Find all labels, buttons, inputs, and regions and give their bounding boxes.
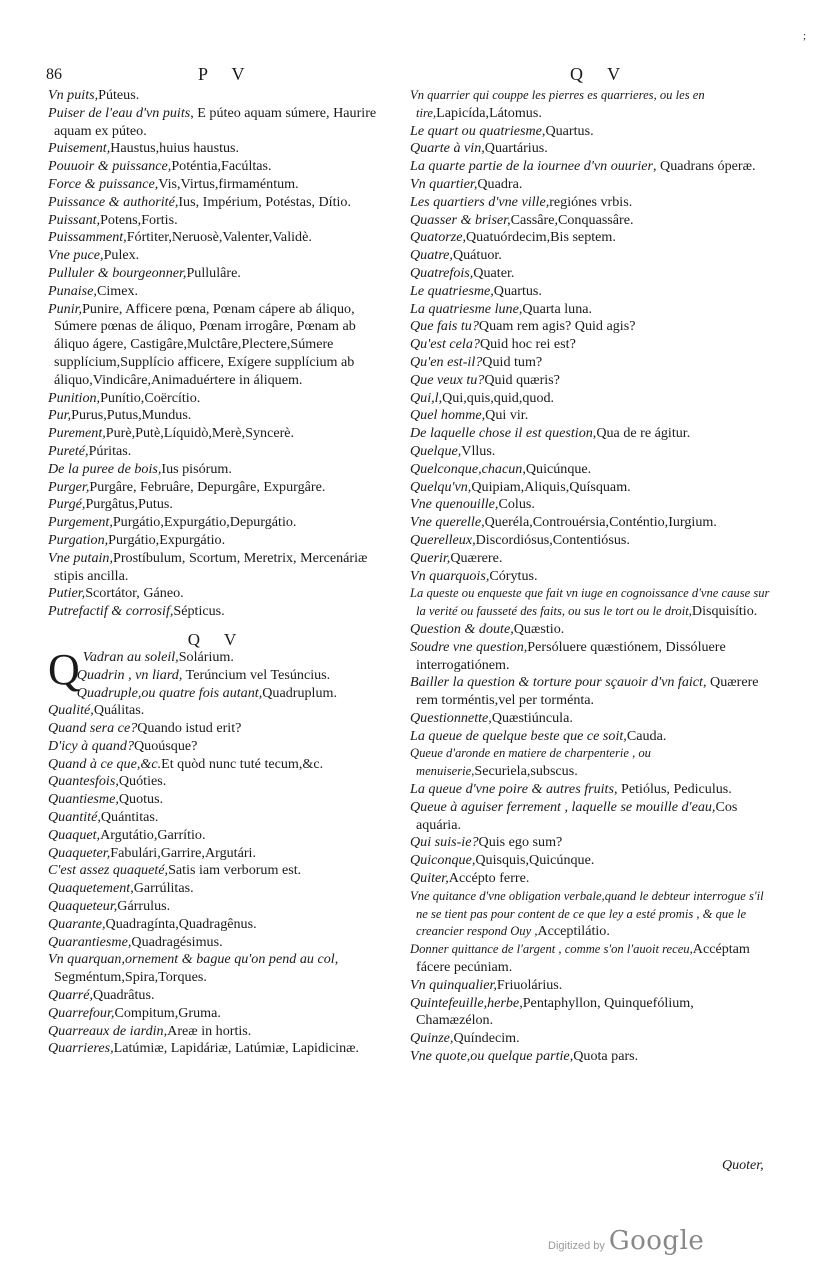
entry-latin: Pullulâre.	[186, 264, 241, 281]
entry-french: Donner quittance de l'argent , comme s'on l'auoit receu,	[410, 942, 693, 957]
entry-latin: Quántitas.	[100, 809, 159, 826]
entry-french: Quaquetement,	[48, 880, 134, 897]
entry-french: Questionnette,	[410, 709, 492, 726]
dictionary-entry	[48, 176, 386, 194]
dictionary-entry	[410, 514, 772, 532]
entry-latin: , Petiólus, Pediculus.	[613, 781, 732, 798]
catchword: Quoter,	[722, 1158, 764, 1173]
entry-french: Vne putain,	[48, 549, 113, 566]
dictionary-entry	[48, 756, 386, 774]
entry-latin: Securiela,subscus.	[474, 763, 578, 780]
left-entries	[48, 87, 386, 621]
entry-french: Quand à ce que,&c.	[48, 755, 162, 772]
digitized-by-text: Digitized by	[548, 1240, 605, 1252]
entry-latin: Quartárius.	[484, 140, 548, 157]
dictionary-entry	[48, 265, 386, 283]
entry-french: Purger,	[48, 478, 90, 495]
page-corner-mark: ;	[803, 30, 807, 42]
entry-latin: Punire, Afficere pœna, Pœnam cápere ab áliquo, Súmere pœnas de áliquo, Pœnam irrogâre, Pœnam ab áliquo ágere, Castigâre,Mulctâre,Plectere,Súmere supplícium,Supplício afficere, Exígere supplícium ab áliquo,Vindicâre,Animaduértere in áliquem.	[54, 300, 356, 388]
entry-latin: Purgâtus,Putus.	[85, 496, 173, 513]
dictionary-entry	[48, 862, 386, 880]
entry-latin: , Quærere rem torméntis,vel per torménta.	[416, 674, 759, 709]
entry-french: D'icy à quand?	[48, 737, 134, 754]
dictionary-entry	[48, 461, 386, 479]
entry-french: Punition,	[48, 389, 101, 406]
entry-latin: Quíndecim.	[453, 1030, 520, 1047]
entry-latin: Et quòd nunc tuté tecum,&c.	[161, 755, 324, 772]
entry-french: Vn quarrier qui couppe les pierres es quarrieres, ou les en tire,	[410, 88, 705, 120]
entry-latin: Ius pisórum.	[161, 460, 232, 477]
dictionary-entry	[410, 247, 772, 265]
entry-latin: Punítio,Coërcítio.	[100, 389, 201, 406]
entry-latin: Purè,Putè,Líquidò,Merè,Syncerè.	[105, 425, 295, 442]
entry-latin: Colus.	[498, 496, 535, 513]
dictionary-entry	[48, 105, 386, 141]
entry-latin: Argutátio,Garrítio.	[100, 826, 206, 843]
entry-latin: Garrúlitas.	[133, 880, 194, 897]
entry-french: Quiter,	[410, 870, 449, 887]
entry-french: De la puree de bois,	[48, 460, 162, 477]
dictionary-entry	[410, 283, 772, 301]
entry-latin: Areæ in hortis.	[167, 1022, 252, 1039]
entry-latin: Compitum,Gruma.	[114, 1004, 221, 1021]
dictionary-entry	[410, 87, 772, 123]
dictionary-entry	[410, 621, 772, 639]
entry-latin: , E púteo aquam súmere, Haurire aquam ex púteo.	[54, 104, 377, 139]
dictionary-entry	[410, 158, 772, 176]
dictionary-entry	[410, 265, 772, 283]
entry-latin: Pulex.	[103, 247, 140, 264]
dictionary-entry	[48, 140, 386, 158]
dictionary-entry	[410, 532, 772, 550]
entry-french: Quarreaux de iardin,	[48, 1022, 168, 1039]
dictionary-entry	[410, 888, 772, 941]
entry-french: C'est assez quaqueté,	[48, 862, 169, 879]
entry-french: De laquelle chose il est question,	[410, 425, 597, 442]
entry-french: Le quart ou quatriesme,	[410, 122, 546, 139]
entry-latin: Quartus.	[493, 282, 542, 299]
dictionary-entry	[48, 1040, 386, 1058]
entry-french: Vn quarquois,	[410, 567, 490, 584]
entry-french: Vn puits,	[48, 87, 99, 103]
entry-latin: Discordiósus,Contentiósus.	[475, 531, 630, 548]
dictionary-entry	[410, 674, 772, 710]
dictionary-entry	[48, 685, 386, 703]
dictionary-entry	[410, 977, 772, 995]
entry-french: Bailler la question & torture pour sçauoir d'vn faict	[410, 674, 703, 691]
entry-french: Puiser de l'eau d'vn puits	[48, 104, 191, 121]
entry-french: Quasser & briser,	[410, 211, 511, 228]
entry-latin: Cimex.	[96, 282, 139, 299]
entry-french: Puissance & authorité,	[48, 193, 179, 210]
entry-latin: Quátuor.	[452, 247, 502, 264]
dictionary-entry	[410, 212, 772, 230]
entry-french: Quatorze,	[410, 229, 466, 246]
entry-latin: Vis,Virtus,firmaméntum.	[158, 175, 299, 192]
entry-latin: Sépticus.	[173, 603, 225, 620]
dictionary-entry	[48, 532, 386, 550]
dictionary-entry	[410, 425, 772, 443]
entry-french: Qualité,	[48, 702, 94, 719]
dictionary-entry	[48, 390, 386, 408]
entry-latin: Quis ego sum?	[478, 834, 563, 851]
entry-french: Pur,	[48, 407, 72, 424]
entry-latin: Fabulári,Garrire,Argutári.	[110, 844, 256, 861]
entry-latin: Quotus.	[118, 791, 164, 808]
entry-french: Quarrieres,	[48, 1040, 114, 1057]
dictionary-entry	[410, 781, 772, 799]
entry-latin: Quærere.	[450, 549, 503, 566]
entry-french: Qu'en est-il?	[410, 353, 483, 370]
dictionary-entry	[410, 194, 772, 212]
dictionary-entry	[48, 667, 386, 685]
entry-french: Putrefactif & corrosif,	[48, 603, 174, 620]
entry-french: Quelque,	[410, 442, 462, 459]
entry-french: Queue d'aronde en matiere de charpenterie , ou menuiserie,	[410, 746, 651, 779]
entry-latin: Quisquis,Quicúnque.	[475, 852, 595, 869]
dictionary-entry	[410, 354, 772, 372]
dictionary-entry	[410, 568, 772, 586]
entry-latin: Quando istud erit?	[137, 720, 242, 737]
dictionary-entry	[48, 194, 386, 212]
entry-french: Punir,	[48, 300, 83, 317]
dictionary-entry	[48, 809, 386, 827]
dictionary-entry	[48, 87, 386, 105]
entry-french: Les quartiers d'vne ville,	[410, 193, 550, 210]
entry-french: Pouuoir & puissance,	[48, 158, 172, 175]
entry-latin: Cassâre,Conquassâre.	[510, 211, 634, 228]
dictionary-entry	[410, 550, 772, 568]
entry-latin: Quadruplum.	[262, 684, 337, 701]
entry-latin: Haustus,huius haustus.	[110, 140, 240, 157]
entry-french: Puisement,	[48, 140, 111, 157]
entry-latin: Gárrulus.	[117, 898, 171, 915]
entry-latin: Quartus.	[545, 122, 594, 139]
dictionary-entry	[48, 443, 386, 461]
dictionary-entry	[410, 995, 772, 1031]
entry-french: Force & puissance,	[48, 175, 159, 192]
entry-latin: Vllus.	[461, 442, 496, 459]
right-column	[410, 87, 772, 1066]
entry-latin: Potens,Fortis.	[100, 211, 178, 228]
entry-latin: Quid tum?	[482, 353, 543, 370]
dictionary-entry	[48, 283, 386, 301]
entry-french: Vadran au soleil,	[82, 648, 179, 665]
entry-french: Quatrefois,	[410, 264, 474, 281]
entry-latin: Púritas.	[88, 442, 132, 459]
dictionary-entry	[48, 845, 386, 863]
entry-latin: Accéptam fácere pecúniam.	[416, 941, 750, 976]
google-watermark	[548, 1226, 704, 1256]
entry-latin: Disquisítio.	[691, 603, 758, 620]
entry-french: Quelconque,chacun,	[410, 460, 526, 477]
entry-latin: , Terúncium vel Tesúncius.	[178, 666, 331, 683]
entry-french: Vne puce,	[48, 247, 104, 264]
entry-latin: Quadra.	[477, 175, 523, 192]
dictionary-entry	[410, 318, 772, 336]
entry-french: Quarante,	[48, 915, 106, 932]
entry-french: Le quatriesme,	[410, 282, 494, 299]
entry-latin: Quipiam,Aliquis,Quísquam.	[471, 478, 631, 495]
entry-latin: Queréla,Controuérsia,Conténtio,Iurgium.	[484, 514, 717, 531]
entry-french: Quaquet,	[48, 826, 101, 843]
entry-french: Quel homme,	[410, 407, 486, 424]
dictionary-entry	[48, 585, 386, 603]
entry-latin: Lapicída,Látomus.	[436, 104, 542, 121]
entry-french: Quintefeuille,herbe,	[410, 994, 523, 1011]
dictionary-entry	[48, 738, 386, 756]
dictionary-entry	[48, 425, 386, 443]
entry-latin: Qui vir.	[485, 407, 529, 424]
entry-french: Vne quitance d'vne obligation verbale,quand le debteur interrogue s'il ne se tient pas pour content de ce que ley a esté promis , & que le creancier respond Ouy ,	[410, 888, 764, 939]
entry-latin: Quater.	[473, 264, 515, 281]
entry-latin: Quadragínta,Quadragênus.	[105, 915, 257, 932]
entry-latin: Quæstiúncula.	[491, 709, 573, 726]
entry-french: Que fais tu?	[410, 318, 479, 335]
dictionary-entry	[48, 514, 386, 532]
dictionary-entry	[48, 916, 386, 934]
dictionary-entry	[410, 710, 772, 728]
entry-french: Querelleux,	[410, 531, 476, 548]
right-entries	[410, 87, 772, 1066]
dictionary-entry	[410, 639, 772, 675]
entry-latin: Satis iam verborum est.	[168, 862, 302, 879]
dictionary-entry	[410, 372, 772, 390]
entry-latin: Persóluere quæstiónem, Dissóluere interrogatiónem.	[416, 638, 726, 673]
dictionary-entry	[410, 852, 772, 870]
entry-latin: Fórtiter,Neruosè,Valenter,Validè.	[126, 229, 312, 246]
dictionary-entry	[48, 1005, 386, 1023]
entry-french: Pureté,	[48, 442, 89, 459]
entry-french: Vn quinqualier,	[410, 976, 497, 993]
dictionary-entry	[410, 390, 772, 408]
entry-latin: Poténtia,Facúltas.	[171, 158, 272, 175]
entry-french: Pulluler & bourgeonner,	[48, 264, 187, 281]
dictionary-entry	[410, 745, 772, 781]
entry-latin: Quid quæris?	[484, 371, 560, 388]
entry-latin: Acceptilátio.	[537, 923, 610, 940]
dictionary-entry	[410, 799, 772, 835]
entry-french: Quantesfois,	[48, 773, 119, 790]
entry-french: Quatre,	[410, 247, 453, 264]
dictionary-entry	[410, 443, 772, 461]
entry-french: Punaise,	[48, 282, 97, 299]
entry-latin: Purgâre, Februâre, Depurgâre, Expurgâre.	[89, 478, 326, 495]
dictionary-entry	[48, 212, 386, 230]
entry-latin: Prostíbulum, Scortum, Meretrix, Mercenáriæ stipis ancilla.	[54, 549, 368, 584]
entry-french: Quadruple,ou quatre fois autant,	[76, 684, 263, 701]
dictionary-entry	[48, 407, 386, 425]
dictionary-entry	[410, 176, 772, 194]
dictionary-entry	[48, 827, 386, 845]
dictionary-entry	[410, 407, 772, 425]
entry-latin: Cauda.	[626, 727, 667, 744]
dictionary-entry	[48, 247, 386, 265]
entry-latin: Quatuórdecim,Bis septem.	[465, 229, 616, 246]
dictionary-entry	[410, 941, 772, 977]
entry-latin: Purgátio,Expurgátio.	[108, 531, 226, 548]
dictionary-entry	[48, 603, 386, 621]
entry-french: Quarantiesme,	[48, 933, 132, 950]
entry-french: Vn quarquan,ornement & bague qu'on pend au col	[48, 951, 335, 968]
entry-french: Quarré,	[48, 987, 94, 1004]
entry-latin: Ius, Impérium, Potéstas, Dítio.	[178, 193, 351, 210]
entry-french: Qui,l,	[410, 389, 443, 406]
entry-french: Qui suis-ie?	[410, 834, 479, 851]
dictionary-entry	[48, 951, 386, 987]
dropcap-letter: Q	[48, 644, 80, 694]
dictionary-entry	[410, 1048, 772, 1066]
entry-latin: Quadragésimus.	[131, 933, 223, 950]
dictionary-entry	[48, 158, 386, 176]
entry-latin: Cos aquária.	[416, 798, 738, 833]
section-heading-qv: Q V	[187, 629, 247, 649]
entry-latin: Friuolárius.	[496, 976, 563, 993]
entry-latin: Solárium.	[178, 648, 234, 665]
entry-french: Puissamment,	[48, 229, 127, 246]
left-qv-entries	[48, 644, 386, 1058]
entry-latin: Purus,Putus,Mundus.	[71, 407, 192, 424]
entry-latin: Scortátor, Gáneo.	[85, 585, 184, 602]
dictionary-entry	[410, 1030, 772, 1048]
running-head-right: Q V	[570, 64, 631, 84]
dictionary-entry	[48, 479, 386, 497]
dictionary-entry	[410, 336, 772, 354]
entry-latin: Quóties.	[118, 773, 167, 790]
dictionary-entry	[410, 479, 772, 497]
dictionary-entry	[48, 773, 386, 791]
dictionary-entry	[410, 229, 772, 247]
entry-french: Quaqueter,	[48, 844, 111, 861]
entry-french: Vne quenouille,	[410, 496, 499, 513]
dictionary-entry	[48, 301, 386, 390]
entry-french: Vn quartier,	[410, 175, 478, 192]
entry-french: Vne quote,ou quelque partie,	[410, 1048, 574, 1065]
dictionary-entry	[410, 140, 772, 158]
dictionary-entry	[48, 229, 386, 247]
entry-french: Querir,	[410, 549, 451, 566]
dictionary-entry	[410, 496, 772, 514]
entry-latin: Quam rem agis? Quid agis?	[478, 318, 636, 335]
dictionary-entry	[48, 880, 386, 898]
entry-french: La queue de quelque beste que ce soit,	[410, 727, 627, 744]
entry-latin: regiónes vrbis.	[549, 193, 633, 210]
dictionary-entry	[410, 461, 772, 479]
google-logo: Google	[608, 1226, 705, 1256]
entry-latin: Córytus.	[489, 567, 538, 584]
entry-french: Quelqu'vn,	[410, 478, 472, 495]
entry-latin: Qui,quis,quid,quod.	[442, 389, 555, 406]
entry-french: La quatriesme lune,	[410, 300, 523, 317]
dictionary-entry	[48, 987, 386, 1005]
entry-latin: , Quadrans óperæ.	[652, 158, 756, 175]
entry-french: Quantité,	[48, 809, 101, 826]
entry-latin: Purgátio,Expurgátio,Depurgátio.	[112, 514, 297, 531]
dictionary-entry	[410, 585, 772, 621]
dictionary-entry	[48, 898, 386, 916]
entry-latin: Quid hoc rei est?	[479, 336, 576, 353]
entry-french: La queue d'vne poire & autres fruits	[410, 781, 614, 798]
entry-french: La queste ou enqueste que fait vn iuge en cognoissance d'vne cause sur la verité ou fausseté des faits, ou sus le tort ou le droit,	[410, 586, 770, 619]
dictionary-entry	[48, 1023, 386, 1041]
entry-latin: Pentaphyllon, Quinquefólium, Chamæzélon.	[416, 994, 694, 1029]
dictionary-entry	[410, 870, 772, 888]
entry-french: Quaqueteur,	[48, 898, 118, 915]
dictionary-entry	[48, 720, 386, 738]
dictionary-entry	[48, 550, 386, 586]
entry-french: Quarrefour,	[48, 1004, 115, 1021]
dictionary-entry	[410, 301, 772, 319]
left-column	[48, 87, 386, 1058]
entry-french: Quand sera ce?	[48, 720, 138, 737]
entry-french: Purement,	[48, 425, 106, 442]
entry-french: Quiconque,	[410, 852, 476, 869]
entry-latin: Quæstio.	[513, 620, 565, 637]
entry-latin: , Segméntum,Spira,Torques.	[54, 951, 339, 986]
entry-french: Purgé,	[48, 496, 86, 513]
entry-latin: Quarta luna.	[522, 300, 593, 317]
entry-french: Purgation,	[48, 531, 109, 548]
entry-latin: Quota pars.	[573, 1048, 639, 1065]
entry-french: Puissant,	[48, 211, 101, 228]
entry-latin: Quadrâtus.	[93, 987, 155, 1004]
entry-french: Quadrin , vn liard	[76, 666, 179, 683]
entry-french: Quarte à vin,	[410, 140, 485, 157]
entry-french: Vne querelle,	[410, 514, 485, 531]
dictionary-entry	[48, 702, 386, 720]
entry-french: Qu'est cela?	[410, 336, 480, 353]
entry-latin: Latúmiæ, Lapidáriæ, Latúmiæ, Lapidicinæ.	[113, 1040, 360, 1057]
entry-latin: Quoúsque?	[134, 737, 198, 754]
dictionary-entry	[48, 934, 386, 952]
entry-french: Quinze,	[410, 1030, 454, 1047]
entry-french: Soudre vne question,	[410, 638, 528, 655]
entry-french: La quarte partie de la iournee d'vn ouurier	[410, 158, 653, 175]
entry-french: Que veux tu?	[410, 371, 485, 388]
dictionary-entry	[410, 834, 772, 852]
dictionary-entry	[410, 728, 772, 746]
entry-french: Purgement,	[48, 514, 113, 531]
entry-french: Putier,	[48, 585, 86, 602]
dictionary-entry	[48, 791, 386, 809]
entry-latin: Accépto ferre.	[448, 870, 530, 887]
entry-french: Quantiesme,	[48, 791, 119, 808]
entry-latin: Púteus.	[98, 87, 140, 103]
running-head-left: P V	[198, 64, 255, 84]
entry-latin: Quálitas.	[93, 702, 145, 719]
dictionary-entry	[48, 496, 386, 514]
entry-french: Question & doute,	[410, 620, 514, 637]
entry-latin: Qua de re ágitur.	[596, 425, 691, 442]
dictionary-entry	[410, 123, 772, 141]
entry-latin: Quicúnque.	[525, 460, 592, 477]
page-number: 86	[46, 66, 62, 83]
entry-french: Queue à aguiser ferrement , laquelle se mouille d'eau,	[410, 798, 716, 815]
